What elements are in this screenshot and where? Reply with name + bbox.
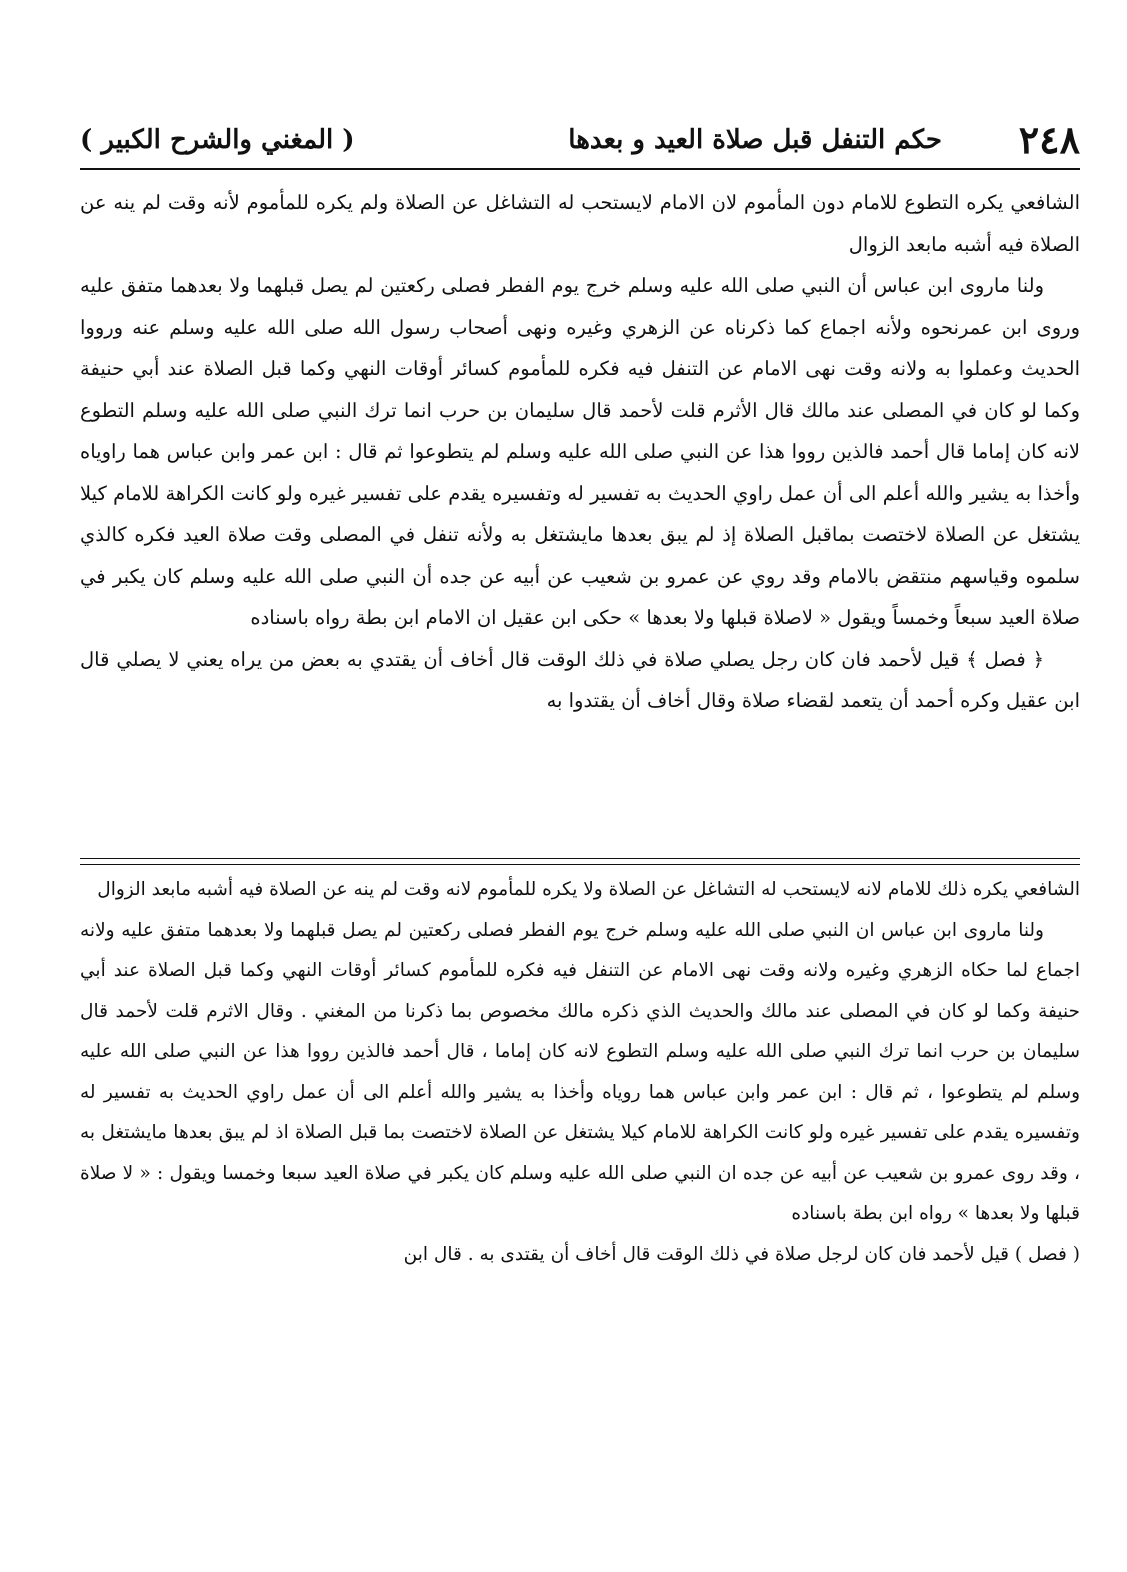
mughni-text: [80, 182, 1080, 722]
mughni-paragraph: الشافعي يكره التطوع للامام دون المأموم لان الامام لايستحب له التشاغل عن الصلاة ولم يكره للمأموم لأنه وقت لم ينه عن الصلاة فيه أشبه مابعد الزوال: [80, 191, 1080, 256]
sharh-text: [80, 870, 1080, 1275]
book-title: ( المغني والشرح الكبير ): [80, 125, 355, 155]
page-number: ٢٤٨: [1018, 117, 1080, 162]
header-rule: [80, 168, 1080, 170]
mughni-paragraph: ولنا ماروى ابن عباس أن النبي صلى الله عليه وسلم خرج يوم الفطر فصلى ركعتين لم يصل قبلهما ولا بعدهما متفق عليه وروى ابن عمرنحوه ولأنه اجماع كما ذكرناه عن الزهري وغيره ونهى أصحاب رسول الله صلى الله عليه وسلم عنه ورووا الحديث وعملوا به ولانه وقت نهى الامام عن التنفل فيه فكره للمأموم كسائر أوقات النهي وكما قبل الصلاة عند أبي حنيفة وكما لو كان في المصلى عند مالك قال الأثرم قلت لأحمد قال سليمان بن حرب انما ترك النبي صلى الله عليه وسلم التطوع لانه كان إماما قال أحمد فالذين رووا هذا عن النبي صلى الله عليه وسلم لم يتطوعوا ثم قال : ابن عمر وابن عباس هما راوياه وأخذا به يشير والله أعلم الى أن عمل راوي الحديث به تفسير له وتفسيره يقدم على تفسير غيره ولو كانت الكراهة للامام كيلا يشتغل عن الصلاة لاختصت بماقبل الصلاة إذ لم يبق بعدها مايشتغل به ولأنه تنفل في المصلى وقت صلاة العيد فكره كالذي سلموه وقياسهم منتقض بالامام وقد روي عن عمرو بن شعيب عن أبيه عن جده أن النبي صلى الله عليه وسلم كان يكبر في صلاة العيد سبعاً وخمساً ويقول « لاصلاة قبلها ولا بعدها » حكى ابن عقيل ان الامام ابن بطة رواه باسناده: [80, 274, 1080, 629]
sharh-paragraph: الشافعي يكره ذلك للامام لانه لايستحب له التشاغل عن الصلاة ولا يكره للمأموم لانه وقت لم ينه عن الصلاة فيه أشبه مابعد الزوال: [97, 879, 1080, 900]
sharh-paragraph: ولنا ماروى ابن عباس ان النبي صلى الله عليه وسلم خرج يوم الفطر فصلى ركعتين لم يصل قبلهما ولا بعدهما متفق عليه ولانه اجماع لما حكاه الزهري وغيره ولانه وقت نهى الامام عن التنفل فيه فكره للمأموم كسائر أوقات النهي وكما قبل الصلاة عند أبي حنيفة وكما لو كان في المصلى عند مالك والحديث الذي ذكره مالك مخصوص بما ذكرنا من المغني . وقال الاثرم قلت لأحمد قال سليمان بن حرب انما ترك النبي صلى الله عليه وسلم التطوع لانه كان إماما ، قال أحمد فالذين رووا هذا عن النبي صلى الله عليه وسلم لم يتطوعوا ، ثم قال : ابن عمر وابن عباس هما روياه وأخذا به يشير والله أعلم الى أن عمل راوي الحديث به تفسير له وتفسيره يقدم على تفسير غيره ولو كانت الكراهة للامام كيلا يشتغل عن الصلاة لاختصت بما قبل الصلاة اذ لم يبق بعدها مايشتغل به ، وقد روى عمرو بن شعيب عن أبيه عن جده ان النبي صلى الله عليه وسلم كان يكبر في صلاة العيد سبعا وخمسا ويقول : « لا صلاة قبلها ولا بعدها » رواه ابن بطة باسناده: [80, 919, 1080, 1224]
running-title: حكم التنفل قبل صلاة العيد و بعدها: [568, 125, 942, 155]
section-divider: [80, 864, 1080, 865]
mughni-paragraph: ﴿ فصل ﴾ قيل لأحمد فان كان رجل يصلي صلاة في ذلك الوقت قال أخاف أن يقتدي به بعض من يراه يعني لا يصلي قال ابن عقيل وكره أحمد أن يتعمد لقضاء صلاة وقال أخاف أن يقتدوا به: [80, 647, 1080, 712]
sharh-paragraph: ( فصل ) قيل لأحمد فان كان لرجل صلاة في ذلك الوقت قال أخاف أن يقتدى به . قال ابن: [403, 1243, 1080, 1265]
page-header: [80, 118, 1080, 166]
section-divider: [80, 858, 1080, 859]
